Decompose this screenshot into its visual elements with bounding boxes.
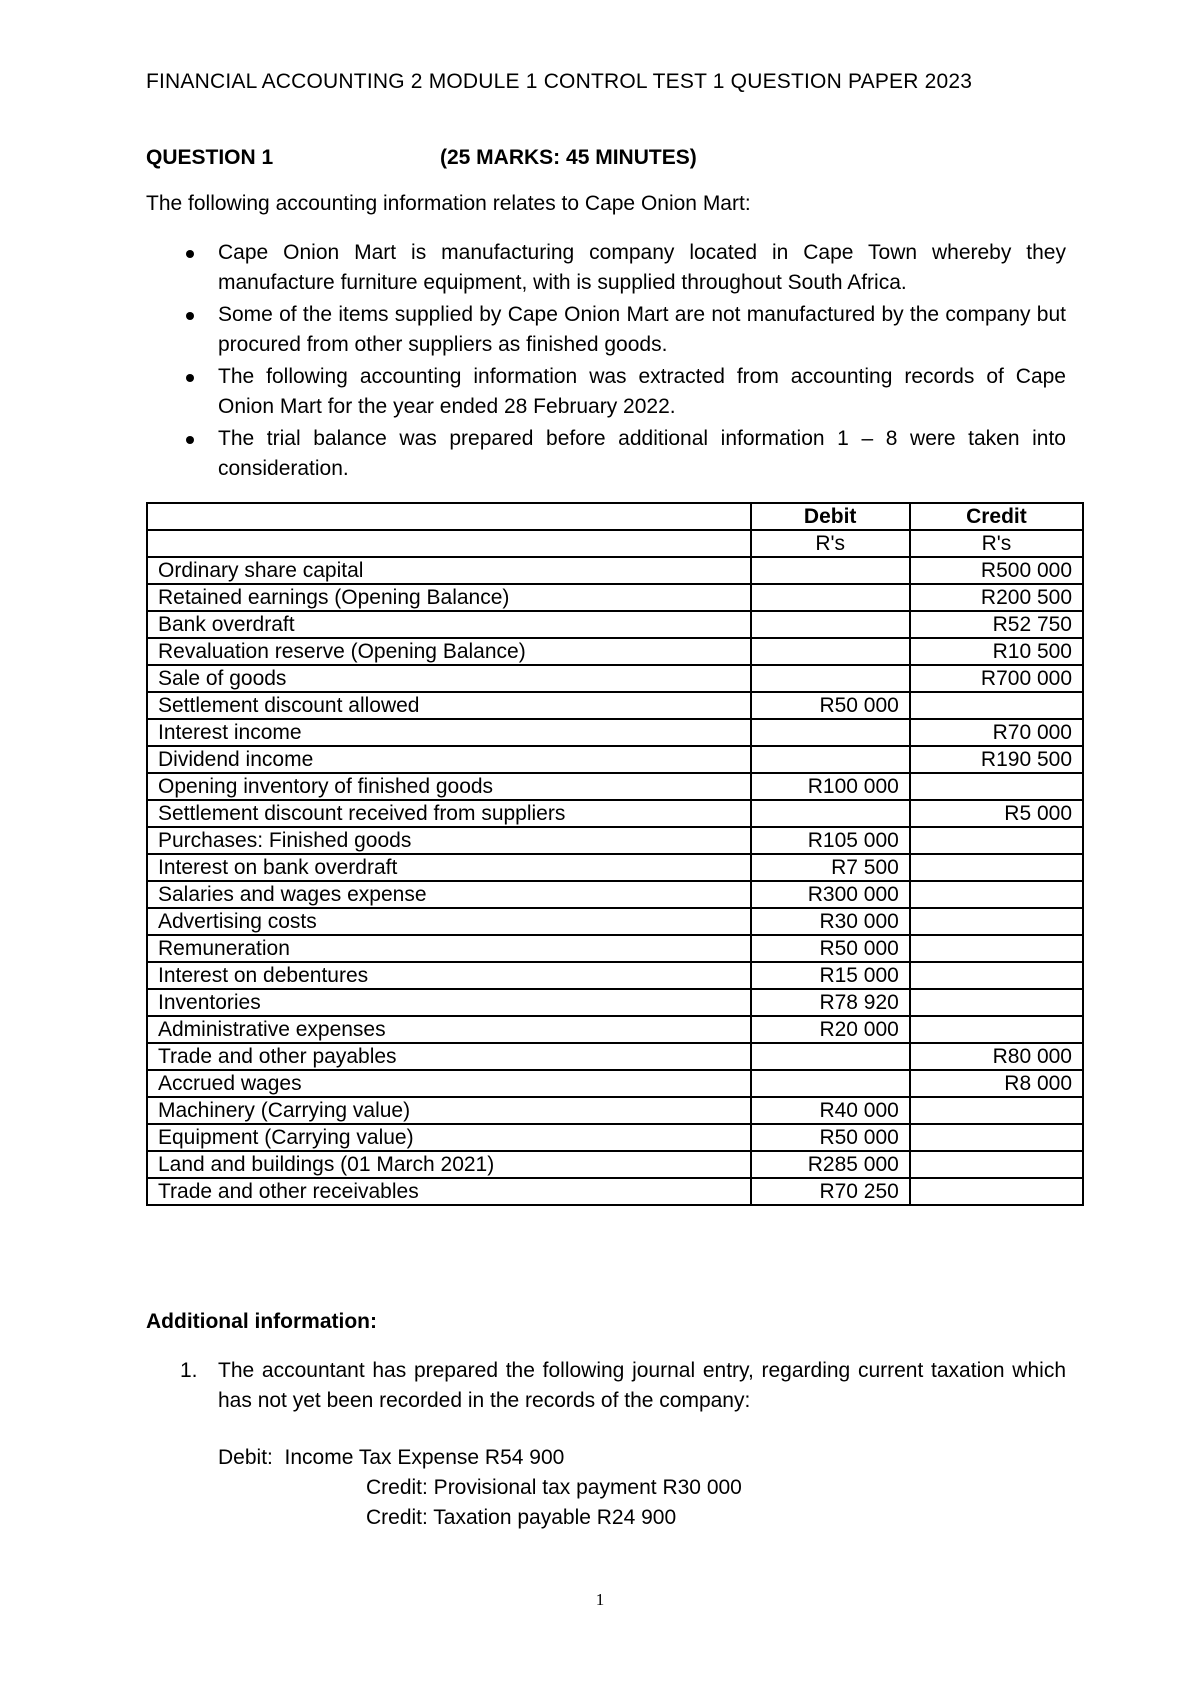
- additional-item: [146, 1356, 1066, 1416]
- trial-balance-table: [146, 502, 1084, 1206]
- table-row: [147, 989, 1083, 1016]
- table-subheader-row: [147, 530, 1083, 557]
- table-row: [147, 962, 1083, 989]
- page-header: FINANCIAL ACCOUNTING 2 MODULE 1 CONTROL TEST 1 QUESTION PAPER 2023: [146, 70, 973, 93]
- debit-cell: [751, 557, 910, 584]
- info-bullet-list: [146, 238, 1066, 486]
- debit-cell: [751, 611, 910, 638]
- credit-cell: R80 000: [910, 1043, 1083, 1070]
- credit-cell: [910, 1178, 1083, 1205]
- debit-cell: R7 500: [751, 854, 910, 881]
- journal-line: Debit: Income Tax Expense R54 900: [218, 1446, 565, 1469]
- credit-cell: R5 000: [910, 800, 1083, 827]
- table-row: [147, 1070, 1083, 1097]
- journal-line: Credit: Provisional tax payment R30 000: [366, 1476, 742, 1499]
- credit-cell: R190 500: [910, 746, 1083, 773]
- credit-cell: R10 500: [910, 638, 1083, 665]
- table-row: [147, 908, 1083, 935]
- credit-cell: [910, 935, 1083, 962]
- bullet-item: [146, 238, 1066, 298]
- bullet-text: Cape Onion Mart is manufacturing company located in Cape Town whereby they manufacture furniture equipment, with is supplied throughout South Africa.: [218, 241, 1066, 294]
- account-cell: Equipment (Carrying value): [147, 1124, 751, 1151]
- table-row: [147, 935, 1083, 962]
- debit-cell: R285 000: [751, 1151, 910, 1178]
- credit-cell: [910, 881, 1083, 908]
- account-cell: Opening inventory of finished goods: [147, 773, 751, 800]
- account-cell: Interest on bank overdraft: [147, 854, 751, 881]
- credit-cell: [910, 1151, 1083, 1178]
- table-row: [147, 1151, 1083, 1178]
- account-cell: Settlement discount allowed: [147, 692, 751, 719]
- credit-cell: R700 000: [910, 665, 1083, 692]
- additional-info-title: Additional information:: [146, 1310, 377, 1333]
- account-cell: Purchases: Finished goods: [147, 827, 751, 854]
- table-row: [147, 827, 1083, 854]
- account-cell: Salaries and wages expense: [147, 881, 751, 908]
- table-row: [147, 719, 1083, 746]
- credit-cell: [910, 1124, 1083, 1151]
- debit-cell: [751, 665, 910, 692]
- header-credit: Credit: [910, 503, 1083, 530]
- intro-text: The following accounting information relates to Cape Onion Mart:: [146, 192, 751, 215]
- bullet-icon: [186, 250, 194, 258]
- debit-cell: R50 000: [751, 692, 910, 719]
- account-cell: Trade and other receivables: [147, 1178, 751, 1205]
- table-row: [147, 881, 1083, 908]
- journal-line: Credit: Taxation payable R24 900: [366, 1506, 677, 1529]
- credit-cell: [910, 908, 1083, 935]
- table-row: [147, 746, 1083, 773]
- question-title: QUESTION 1: [146, 146, 274, 169]
- account-cell: Retained earnings (Opening Balance): [147, 584, 751, 611]
- table-row: [147, 1178, 1083, 1205]
- header-account-cell: [147, 503, 751, 530]
- table-row: [147, 1016, 1083, 1043]
- account-cell: Dividend income: [147, 746, 751, 773]
- debit-cell: R78 920: [751, 989, 910, 1016]
- account-cell: Bank overdraft: [147, 611, 751, 638]
- credit-cell: [910, 962, 1083, 989]
- account-cell: Remuneration: [147, 935, 751, 962]
- table-row: [147, 611, 1083, 638]
- bullet-text: Some of the items supplied by Cape Onion Mart are not manufactured by the company but procured from other suppliers as finished goods.: [218, 303, 1066, 356]
- bullet-item: [146, 362, 1066, 422]
- table-row: [147, 638, 1083, 665]
- debit-cell: [751, 719, 910, 746]
- bullet-item: [146, 300, 1066, 360]
- debit-cell: R70 250: [751, 1178, 910, 1205]
- account-cell: Interest on debentures: [147, 962, 751, 989]
- debit-cell: R15 000: [751, 962, 910, 989]
- debit-cell: R40 000: [751, 1097, 910, 1124]
- credit-cell: [910, 773, 1083, 800]
- credit-cell: R8 000: [910, 1070, 1083, 1097]
- credit-cell: [910, 989, 1083, 1016]
- additional-item-number: 1.: [180, 1359, 198, 1382]
- bullet-icon: [186, 312, 194, 320]
- debit-cell: [751, 746, 910, 773]
- account-cell: Administrative expenses: [147, 1016, 751, 1043]
- credit-cell: [910, 1016, 1083, 1043]
- table-row: [147, 584, 1083, 611]
- credit-cell: [910, 827, 1083, 854]
- account-cell: Land and buildings (01 March 2021): [147, 1151, 751, 1178]
- credit-cell: R500 000: [910, 557, 1083, 584]
- account-cell: Settlement discount received from suppliers: [147, 800, 751, 827]
- debit-cell: R50 000: [751, 1124, 910, 1151]
- bullet-text: The following accounting information was extracted from accounting records of Cape Onion Mart for the year ended 28 February 2022.: [218, 365, 1066, 418]
- bullet-icon: [186, 436, 194, 444]
- account-cell: Trade and other payables: [147, 1043, 751, 1070]
- table-row: [147, 854, 1083, 881]
- table-row: [147, 773, 1083, 800]
- bullet-icon: [186, 374, 194, 382]
- subheader-account-cell: [147, 530, 751, 557]
- table-row: [147, 1043, 1083, 1070]
- account-cell: Machinery (Carrying value): [147, 1097, 751, 1124]
- account-cell: Sale of goods: [147, 665, 751, 692]
- account-cell: Ordinary share capital: [147, 557, 751, 584]
- subheader-debit: R's: [751, 530, 910, 557]
- bullet-item: [146, 424, 1066, 484]
- account-cell: Accrued wages: [147, 1070, 751, 1097]
- debit-cell: [751, 638, 910, 665]
- table-row: [147, 692, 1083, 719]
- table-row: [147, 557, 1083, 584]
- credit-cell: R70 000: [910, 719, 1083, 746]
- table-row: [147, 800, 1083, 827]
- credit-cell: R200 500: [910, 584, 1083, 611]
- credit-cell: [910, 854, 1083, 881]
- credit-cell: R52 750: [910, 611, 1083, 638]
- subheader-credit: R's: [910, 530, 1083, 557]
- bullet-text: The trial balance was prepared before additional information 1 – 8 were taken into consideration.: [218, 427, 1066, 480]
- debit-cell: R20 000: [751, 1016, 910, 1043]
- table-row: [147, 1124, 1083, 1151]
- additional-item-text: The accountant has prepared the following journal entry, regarding current taxation which has not yet been recorded in the records of the company:: [218, 1359, 1066, 1412]
- debit-cell: [751, 800, 910, 827]
- credit-cell: [910, 1097, 1083, 1124]
- page-number: 1: [595, 1590, 605, 1609]
- account-cell: Advertising costs: [147, 908, 751, 935]
- header-debit: Debit: [751, 503, 910, 530]
- account-cell: Inventories: [147, 989, 751, 1016]
- table-row: [147, 1097, 1083, 1124]
- debit-cell: [751, 584, 910, 611]
- debit-cell: R300 000: [751, 881, 910, 908]
- question-marks: (25 MARKS: 45 MINUTES): [440, 146, 697, 169]
- debit-cell: R105 000: [751, 827, 910, 854]
- account-cell: Interest income: [147, 719, 751, 746]
- table-header-row: [147, 503, 1083, 530]
- debit-cell: [751, 1070, 910, 1097]
- debit-cell: R50 000: [751, 935, 910, 962]
- account-cell: Revaluation reserve (Opening Balance): [147, 638, 751, 665]
- debit-cell: R100 000: [751, 773, 910, 800]
- debit-cell: R30 000: [751, 908, 910, 935]
- debit-cell: [751, 1043, 910, 1070]
- table-row: [147, 665, 1083, 692]
- credit-cell: [910, 692, 1083, 719]
